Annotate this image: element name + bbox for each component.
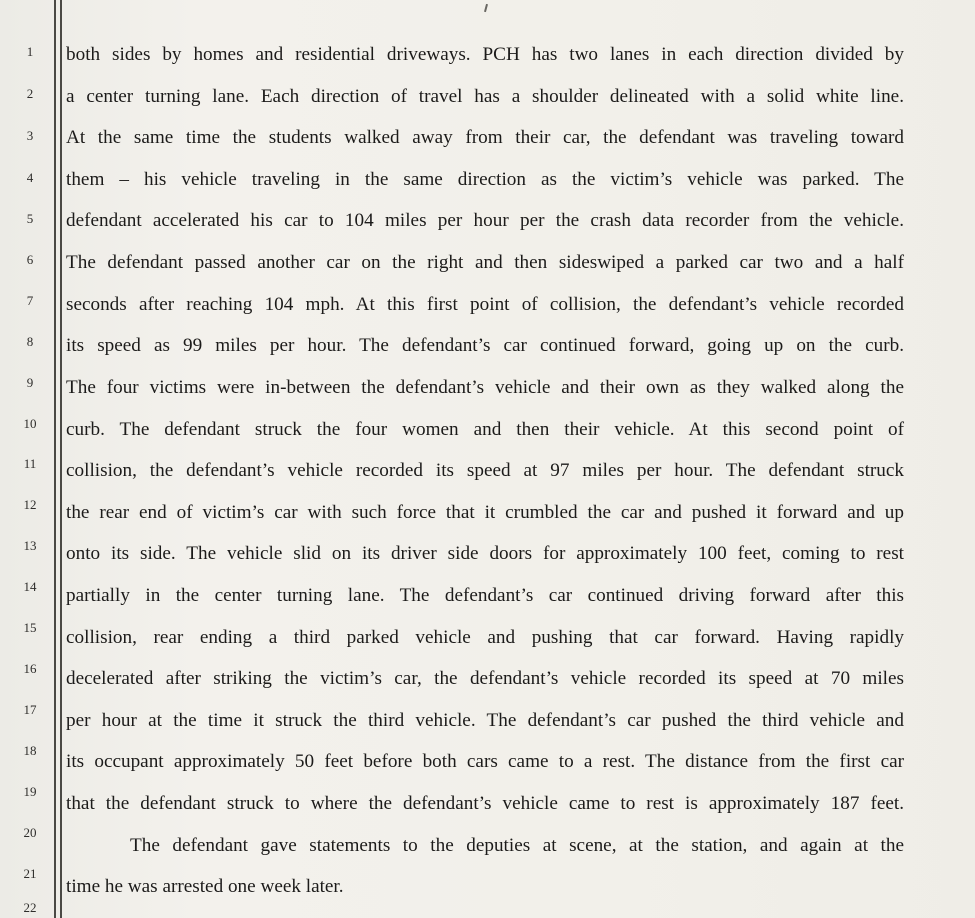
line-number-17: 17 [23, 702, 37, 717]
text-line-12: the rear end of victim’s car with such force that it crumbled the car and pushed it forward and up [66, 502, 904, 523]
margin-rule-outer [54, 0, 56, 918]
text-line-9: The four victims were in-between the defendant’s vehicle and their own as they walked along the [66, 377, 904, 398]
line-number-5: 5 [26, 211, 34, 226]
text-line-5: defendant accelerated his car to 104 miles per hour per the crash data recorder from the vehicle. [66, 210, 904, 231]
text-line-8: its speed as 99 miles per hour. The defendant’s car continued forward, going up on the curb. [66, 335, 904, 356]
text-line-2: a center turning lane. Each direction of travel has a shoulder delineated with a solid white line. [66, 86, 904, 107]
line-number-20: 20 [23, 825, 37, 840]
line-number-13: 13 [23, 538, 37, 553]
text-line-17: per hour at the time it struck the third vehicle. The defendant’s car pushed the third vehicle and [66, 710, 904, 731]
line-number-7: 7 [26, 293, 34, 308]
line-number-15: 15 [23, 620, 37, 635]
line-number-21: 21 [23, 866, 37, 881]
text-line-4: them – his vehicle traveling in the same direction as the victim’s vehicle was parked. The [66, 169, 904, 190]
line-number-10: 10 [23, 416, 37, 431]
line-number-18: 18 [23, 743, 37, 758]
line-number-16: 16 [23, 661, 37, 676]
line-number-19: 19 [23, 784, 37, 799]
line-number-4: 4 [26, 170, 34, 185]
line-number-14: 14 [23, 579, 37, 594]
margin-rule-inner [60, 0, 62, 918]
text-line-15: collision, rear ending a third parked vehicle and pushing that car forward. Having rapidly [66, 627, 904, 648]
line-number-1: 1 [26, 44, 34, 59]
text-line-13: onto its side. The vehicle slid on its driver side doors for approximately 100 feet, coming to rest [66, 543, 904, 564]
line-number-22: 22 [23, 900, 37, 915]
line-number-11: 11 [23, 456, 37, 471]
text-line-7: seconds after reaching 104 mph. At this first point of collision, the defendant’s vehicle recorded [66, 294, 904, 315]
text-line-14: partially in the center turning lane. The defendant’s car continued driving forward after this [66, 585, 904, 606]
text-line-1: both sides by homes and residential driveways. PCH has two lanes in each direction divided by [66, 44, 904, 65]
line-number-6: 6 [26, 252, 34, 267]
line-number-12: 12 [23, 497, 37, 512]
text-line-18: its occupant approximately 50 feet before both cars came to a rest. The distance from the first car [66, 751, 904, 772]
text-line-19: that the defendant struck to where the defendant’s vehicle came to rest is approximately 187 feet. [66, 793, 904, 814]
text-line-20: The defendant gave statements to the deputies at scene, at the station, and again at the [130, 835, 904, 856]
text-line-10: curb. The defendant struck the four women and then their vehicle. At this second point of [66, 419, 904, 440]
paper-speck [484, 4, 488, 12]
text-line-6: The defendant passed another car on the right and then sideswiped a parked car two and a half [66, 252, 904, 273]
line-number-2: 2 [26, 86, 34, 101]
text-line-21: time he was arrested one week later. [66, 876, 344, 897]
text-line-3: At the same time the students walked away from their car, the defendant was traveling toward [66, 127, 904, 148]
line-number-8: 8 [26, 334, 34, 349]
line-number-9: 9 [26, 375, 34, 390]
text-line-16: decelerated after striking the victim’s car, the defendant’s vehicle recorded its speed at 70 miles [66, 668, 904, 689]
text-line-11: collision, the defendant’s vehicle recorded its speed at 97 miles per hour. The defendant struck [66, 460, 904, 481]
line-number-3: 3 [26, 128, 34, 143]
